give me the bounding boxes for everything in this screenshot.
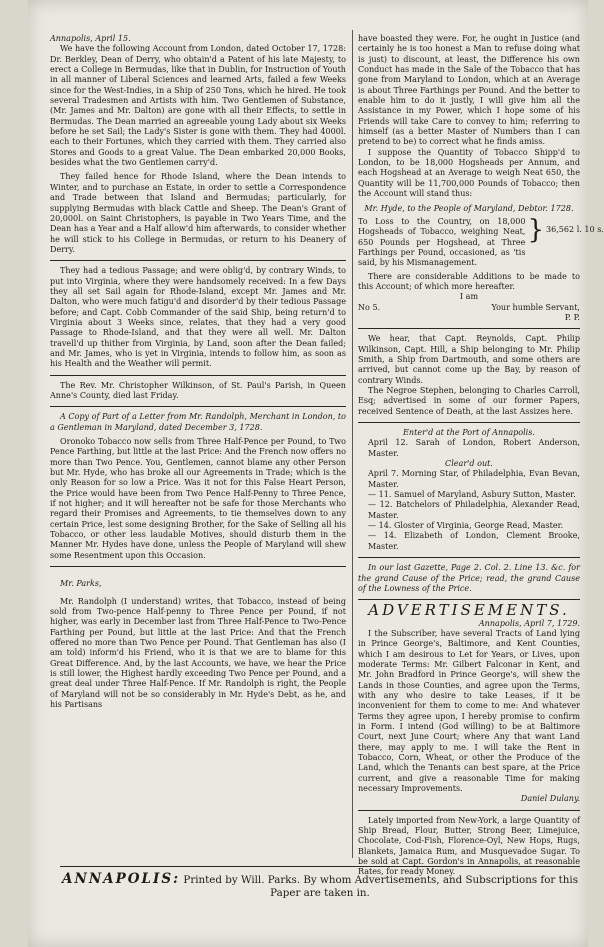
dateline-annapolis: Annapolis, April 15.: [50, 34, 131, 43]
cleared-ship: — 12. Batchelors of Philadelphia, Alexander Read, Master.: [368, 500, 580, 520]
right-column: [358, 34, 604, 878]
letter-continuation: have boasted they were. For, he ought in Justice (and certainly he is too honest a Man to refuse doing what is just) to discount, at least, the Difference his own Conduct has made in the Sale of the Tobacco that has gone from Maryland to London, which at an Average is about Three Farthings per Pound. And the better to enable him to do it justly, I will give him all the Assistance in my Power, which I hope some of his Friends will take Care to convey to him; referring to himself (as a better Master of Numbers than I can pretend to be) to correct what he finds amiss.: [358, 34, 580, 147]
cleared-ship: — 14. Elizabeth of London, Clement Brooke, Master.: [368, 531, 580, 551]
signoff-row: [358, 303, 580, 313]
erratum: In our last Gazette, Page 2. Col. 2. Line 13. &c. for the grand Cause of the Price; read, the grand Cause of the Lowness of the Price.: [358, 563, 580, 593]
separator: [358, 557, 580, 558]
separator: [50, 566, 346, 567]
separator: [358, 810, 580, 811]
newspaper-page: [28, 0, 604, 947]
brace-glyph: }: [527, 214, 544, 245]
letter-number: No 5.: [358, 302, 381, 312]
account-lines: To Loss to the Country, on 18,000 Hogsheads of Tobacco, weighing Neat, 650 Pounds per Hogshead, at Three Farthings per Pound, occasioned, as 'tis said, by his Mismanagement.: [358, 216, 526, 268]
passage-paragraph: They had a tedious Passage; and were oblig'd, by contrary Winds, to put into Virginia, where they were handsomely received: In a few Days they all set Sail again for Rhode-Island, except Mr. James and Mr. Dalton, who were much fatigu'd and disorder'd by their tedious Passage before; and Capt. Cobb Commander of the said Ship, being return'd to Virginia about 3 Weeks since, relates, that they had a very good Passage to Rhode-Island, and that they were all well. Mr. Dalton travell'd up thither from Virginia, by Land, soon after the Dean failed; and Mr. James, who is yet in Virginia, intends to follow him, as soon as his Health and the Weather will permit.: [50, 266, 346, 369]
negroe-stephen-notice: The Negroe Stephen, belonging to Charles Carroll, Esq; advertised in some of our former Papers, received Sentence of Death, at the last Assizes here.: [358, 386, 580, 416]
ad-dateline: Annapolis, April 7, 1729.: [478, 618, 580, 628]
separator: [50, 406, 346, 407]
closing-i-am: I am: [459, 292, 479, 302]
separator: [358, 599, 580, 600]
column-rule: [352, 30, 353, 858]
land-advertisement: I the Subscriber, have several Tracts of Land lying in Prince George's, Baltimore, and Kent Counties, which I am desirous to Let for Years, or Lives, upon moderate Terms: Mr. Gilbert Falconar in Kent, and Mr. John Bradford in Prince George's, will shew the Lands in those Counties, and agree upon the Terms, with any who desire to take Leases, if it be inconvenient for them to come to me: And whatever Terms they agree upon, I hereby promise to confirm in Form. I intend (God willing) to be at Baltimore Court, next June Court; where Any that want Land there, may apply to me. I will take the Rent in Tobacco, Corn, Wheat, or other the Produce of the Land, which the Tenants can best spare, at the Price current, and give a reasonable Time for making necessary Improvements.: [358, 628, 580, 794]
signature-initials: P. P.: [564, 312, 580, 322]
parks-letter-body: Mr. Randolph (I understand) writes, that Tobacco, instead of being sold from Two-pence Half-penny to Three Pence per Pound, if not higher, was early in December last from Three Half-Pence to Two-Pence Farthing per Pound, but little at the last Price: And that the French offered no more than Two Pence per Pound. That Gentleman has also (I am told) inform'd his Friend, who it is that we are to blame for this Great Difference. And, by the last Accounts, we have, we hear the Price is still lower, the Highest hardly exceeding Two Pence per Pound, and a great deal under Three Half-Pence. If Mr. Randolph is right, the People of Maryland will not be so considerably in Mr. Hyde's Debt, as he, and his Partisans: [50, 596, 346, 709]
account-entry: [358, 214, 604, 269]
entered-heading: Enter'd at the Port of Annapolis.: [403, 428, 535, 438]
imprint-text: Printed by Will. Parks. By whom Advertisements, and Subscriptions for this Paper are taken in.: [183, 874, 578, 899]
separator: [358, 328, 580, 329]
separator: [50, 260, 346, 261]
separator: [358, 422, 580, 423]
quantity-paragraph: I suppose the Quantity of Tobacco Shipp'd to London, to be 18,000 Hogsheads per Annum, and each Hogshead at an Average to weigh Neat 650, the Quantity will be 11,700,000 Pounds of Tobacco; then the Account will stand thus:: [358, 147, 580, 199]
letter-body: Oronoko Tobacco now sells from Three Half-Pence per Pound, to Two Pence Farthing, but little at the last Price: And the French now offers no more than Two Pence. You, Gentlemen, cannot blame any other Person but Mr. Hyde, who has broke all our Agreements in Trade; which is the only Reason for so low a Price. Was it not for this False Heart Person, the Price would have been from Two Pence Half-Penny to Three Pence, if not higher; and it will hereafter not be safe for those Merchants who regard their Promises and Agreements, to tie themselves down to any certain Price, lest some designing Brother, for the Sake of Selling all his Tobacco, or other less laudable Motives, should disturb them in the Manner Mr. Hydes have done, unless the People of Maryland will shew some Resentment upon this Occasion.: [50, 437, 346, 560]
additions-note: There are considerable Additions to be made to this Account; of which more hereafter.: [358, 271, 580, 291]
rhode-island-paragraph: They failed hence for Rhode Island, where the Dean intends to Winter, and to purchase an Estate, in order to settle a Correspondence and Trade between that Island and Bermudas; particularly, for supplying Bermudas with black Cattle and Sheep. The Dean's Grant of 20,000l. on Saint Christophers, is payable in Two Years Time, and the Dean has a Year and a Half allow'd him afterwards, to consider whether he will stick to his College in Bermudas, or return to his Deanery of Derry.: [50, 172, 346, 254]
account-heading: Mr. Hyde, to the People of Maryland, Debtor. 1728.: [364, 203, 574, 213]
left-column: [50, 34, 346, 710]
imprint-footer: [60, 866, 580, 900]
entered-ship: April 12. Sarah of London, Robert Anderson, Master.: [368, 438, 580, 458]
account-sum: 36,562 l. 10 s.: [546, 224, 604, 234]
cleared-heading: Clear'd out.: [445, 459, 493, 469]
closing-servant: Your humble Servant,: [491, 302, 580, 312]
cleared-ship: — 11. Samuel of Maryland, Asbury Sutton, Master.: [368, 490, 576, 500]
salutation: Mr. Parks,: [60, 579, 102, 589]
ad-signature: Daniel Dulany.: [520, 794, 580, 804]
berkley-account: We have the following Account from London, dated October 17, 1728: Dr. Berkley, Dean of Derry, who obtain'd a Patent of his late Majesty, to erect a College in Bermudas, like that in Dublin, for Instruction of Youth in all manner of Liberal Sciences and learned Arts, failed a few Weeks since for the West-Indies, in a Ship of 250 Tons, which he hired. He took several Tradesmen and Artists with him. Two Gentlemen of Substance, (Mr. James and Mr. Dalton) are gone with all their Effects, to settle in Bermudas. The Dean married an agreeable young Lady about six Weeks before he set Sail; the Lady's Sister is gone with them. They had 4000l. each to their Fortunes, which they carried with them. They carried also Stores and Goods to a great Value. The Dean embarked 20,000 Books, besides what the two Gentlemen carry'd.: [50, 44, 346, 168]
separator: [50, 375, 346, 376]
wilkinson-notice: The Rev. Mr. Christopher Wilkinson, of St. Paul's Parish, in Queen Anne's County, died last Friday.: [50, 380, 346, 400]
import-advertisement: Lately imported from New-York, a large Quantity of Ship Bread, Flour, Butter, Strong Beer, Limejuice, Chocolate, Cod-Fish, Florence-Oyl, New Hops, Rugs, Blankets, Jamaica Rum, and Musquevadoe Sugar. To be sold at Capt. Gordon's in Annapolis, at reasonable Rates, for ready Money.: [358, 815, 580, 877]
letter-heading: A Copy of Part of a Letter from Mr. Randolph, Merchant in London, to a Gentleman in Maryland, dated December 3, 1728.: [50, 412, 346, 432]
ships-arrived: We hear, that Capt. Reynolds, Capt. Philip Wilkinson, Capt. Hill, a Ship belonging to Mr. Philip Smith, a Ship from Dartmouth, and some others are arrived, but cannot come up the Bay, by reason of contrary Winds.: [358, 334, 580, 385]
advertisements-heading: ADVERTISEMENTS.: [368, 601, 570, 620]
cleared-ship: — 14. Gloster of Virginia, George Read, Master.: [368, 521, 564, 531]
cleared-ship: April 7. Morning Star, of Philadelphia, Evan Bevan, Master.: [368, 469, 580, 489]
imprint-place: ANNAPOLIS:: [62, 871, 181, 887]
